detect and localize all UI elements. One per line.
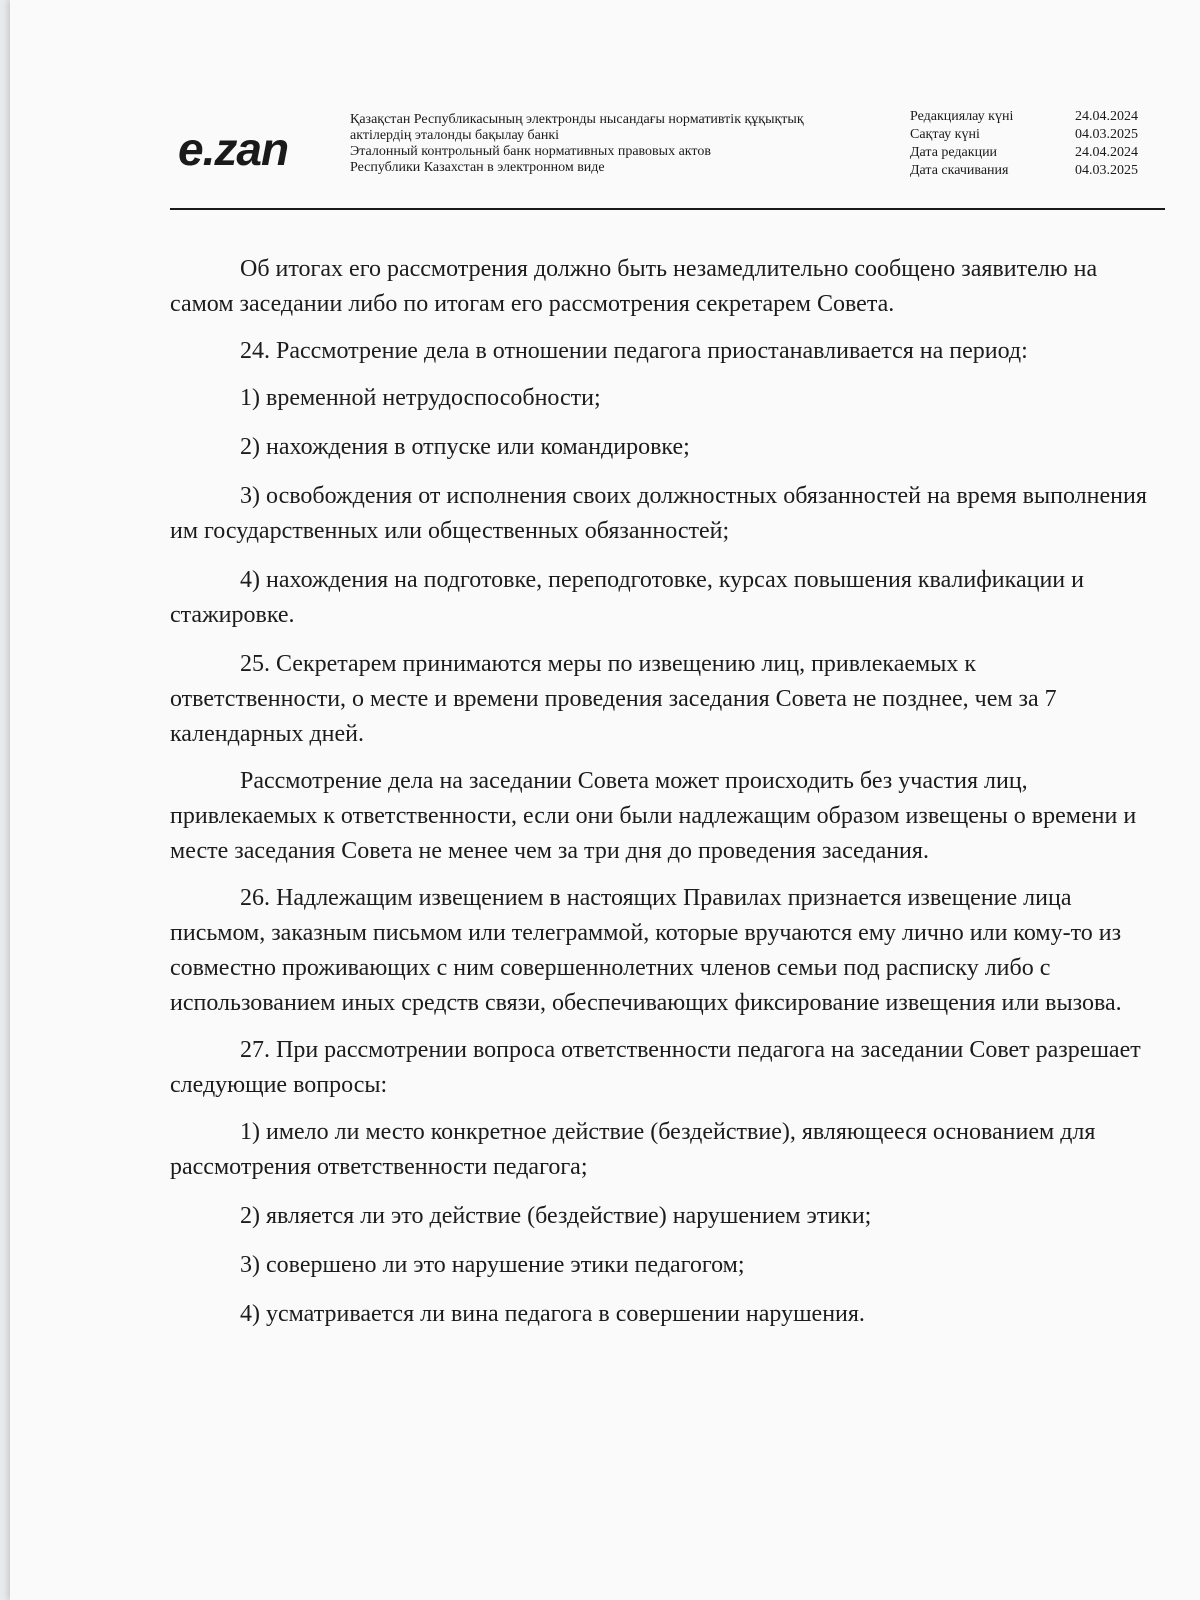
bank-title-line: Эталонный контрольный банк нормативных правовых актов	[350, 144, 711, 159]
document-page	[10, 0, 1200, 1600]
date-label: Дата скачивания	[910, 163, 1009, 178]
date-row	[910, 162, 1160, 180]
date-row	[910, 126, 1160, 144]
header-divider	[170, 208, 1165, 210]
date-label: Дата редакции	[910, 145, 998, 160]
document-body	[170, 252, 1150, 1346]
list-item: 4) нахождения на подготовке, переподготовке, курсах повышения квалификации и стажировке.	[170, 567, 1084, 628]
date-value: 04.03.2025	[1075, 127, 1138, 142]
list-item: 1) имело ли место конкретное действие (бездействие), являющееся основанием для рассмотрения ответственности педагога;	[170, 1119, 1096, 1180]
list-item: 4) усматривается ли вина педагога в совершении нарушения.	[240, 1301, 865, 1327]
document-header	[170, 100, 1165, 210]
paragraph: 25. Секретарем принимаются меры по извещению лиц, привлекаемых к ответственности, о месте и времени проведения заседания Совета не позднее, чем за 7 календарных дней.	[170, 651, 1057, 747]
dates-table	[910, 108, 1160, 180]
date-row	[910, 144, 1160, 162]
ezan-logo: e.zan	[178, 123, 289, 175]
list-item: 2) является ли это действие (бездействие) нарушением этики;	[240, 1203, 872, 1229]
bank-title-line: актілердің эталонды бақылау банкі	[350, 128, 560, 143]
bank-title	[350, 112, 890, 176]
list-item: 3) совершено ли это нарушение этики педагогом;	[240, 1252, 745, 1278]
paragraph: 26. Надлежащим извещением в настоящих Правилах признается извещение лица письмом, заказным письмом или телеграммой, которые вручаются ему лично или кому-то из совместно проживающих с ним совершеннолетних членов семьи под расписку либо с использованием иных средств связи, обеспечивающих фиксирование извещения или вызова.	[170, 885, 1122, 1016]
date-label: Сақтау күні	[910, 127, 980, 142]
paragraph: 24. Рассмотрение дела в отношении педагога приостанавливается на период:	[240, 338, 1028, 364]
paragraph: 27. При рассмотрении вопроса ответственности педагога на заседании Совет разрешает следующие вопросы:	[170, 1037, 1141, 1098]
list-item: 3) освобождения от исполнения своих должностных обязанностей на время выполнения им государственных или общественных обязанностей;	[170, 483, 1147, 544]
bank-title-line: Республики Казахстан в электронном виде	[350, 160, 605, 175]
paragraph: Рассмотрение дела на заседании Совета может происходить без участия лиц, привлекаемых к ответственности, если они были надлежащим образом извещены о времени и месте заседания Совета не менее чем за три дня до проведения заседания.	[170, 768, 1137, 864]
list-item: 2) нахождения в отпуске или командировке;	[240, 434, 690, 460]
paragraph: Об итогах его рассмотрения должно быть незамедлительно сообщено заявителю на самом заседании либо по итогам его рассмотрения секретарем Совета.	[170, 256, 1098, 317]
date-row	[910, 108, 1160, 126]
list-item: 1) временной нетрудоспособности;	[240, 385, 601, 411]
date-value: 04.03.2025	[1075, 163, 1138, 178]
date-label: Редакциялау күні	[910, 109, 1014, 124]
date-value: 24.04.2024	[1075, 145, 1138, 160]
bank-title-line: Қазақстан Республикасының электронды нысандағы нормативтік құқықтық	[350, 112, 804, 127]
date-value: 24.04.2024	[1075, 109, 1138, 124]
